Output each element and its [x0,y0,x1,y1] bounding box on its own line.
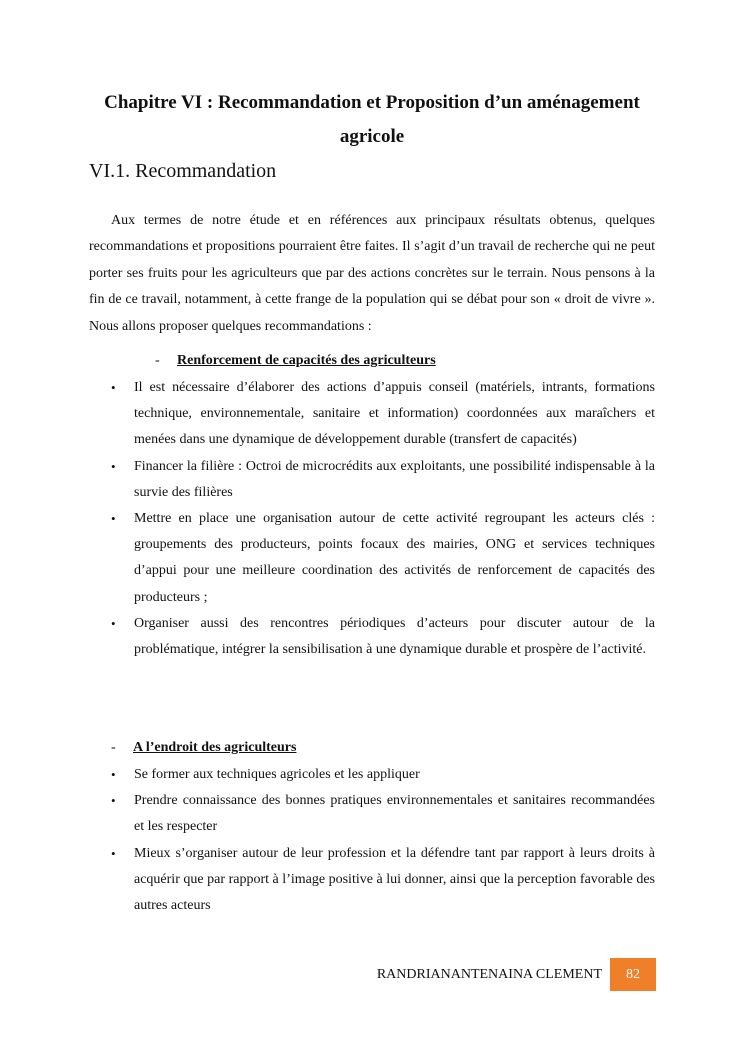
bullet-glyph: • [111,767,116,782]
page-number-badge: 82 [610,958,656,991]
group-heading-capacity [155,350,436,372]
list-item-text: Mieux s’organiser autour de leur profession et la défendre tant par rapport à leurs droits à acquérir que par rapport à l’image positive à lui donner, ainsi que la perception favorable des autres acteurs [134,845,655,914]
list-item [89,375,655,454]
bullet-glyph: • [111,380,116,395]
list-item [89,841,655,920]
bullet-list-capacity [89,375,655,663]
section-heading: VI.1. Recommandation [89,160,277,182]
group-heading-farmers [111,737,296,759]
group-dash: - [111,740,116,755]
list-item [89,788,655,840]
group-dash: - [155,353,160,368]
list-item [89,762,655,788]
bullet-list-farmers [89,762,655,919]
intro-paragraph: Aux termes de notre étude et en références aux principaux résultats obtenus, quelques recommandations et propositions pourraient être faites. Il s’agit d’un travail de recherche qui ne peut porter ses fruits pour les agriculteurs que par des actions concrètes sur le terrain. Nous pensons à la fin de ce travail, notamment, à cette frange de la population qui se débat pour son « droit de vivre ». Nous allons proposer quelques recommandations : [89,213,655,334]
list-item [89,506,655,611]
list-item-text: Financer la filière : Octroi de microcrédits aux exploitants, une possibilité indispensable à la survie des filières [134,458,655,500]
bullet-glyph: • [111,458,116,474]
bullet-glyph: • [111,511,116,527]
footer-author: RANDRIANANTENAINA CLEMENT [376,967,602,982]
list-item-text: Mettre en place une organisation autour de cette activité regroupant les acteurs clés : groupements des producteurs, points focaux des mairies, ONG et services techniques d’appui pour une meilleure coordination des activités de renforcement de capacités des producteurs ; [134,511,655,605]
page-footer [340,958,656,991]
bullet-glyph: • [111,793,116,809]
list-item [89,454,655,506]
group-heading-text: Renforcement de capacités des agriculteurs [177,353,436,368]
bullet-glyph: • [111,845,116,861]
group-heading-text: A l’endroit des agriculteurs [133,740,297,755]
chapter-title: Chapitre VI : Recommandation et Proposition d’un aménagement agricole [104,92,640,147]
list-item-text: Prendre connaissance des bonnes pratiques environnementales et sanitaires recommandées et les respecter [134,793,655,835]
list-item [89,611,655,663]
list-item-text: Se former aux techniques agricoles et les appliquer [134,767,420,782]
list-item-text: Organiser aussi des rencontres périodiques d’acteurs pour discuter autour de la problématique, intégrer la sensibilisation à une dynamique durable et prospère de l’activité. [134,615,655,658]
bullet-glyph: • [111,615,116,631]
list-item-text: Il est nécessaire d’élaborer des actions d’appuis conseil (matériels, intrants, formations technique, environnementale, sanitaire et information) coordonnées aux maraîchers et menées dans une dynamique de développement durable (transfert de capacités) [134,380,655,448]
